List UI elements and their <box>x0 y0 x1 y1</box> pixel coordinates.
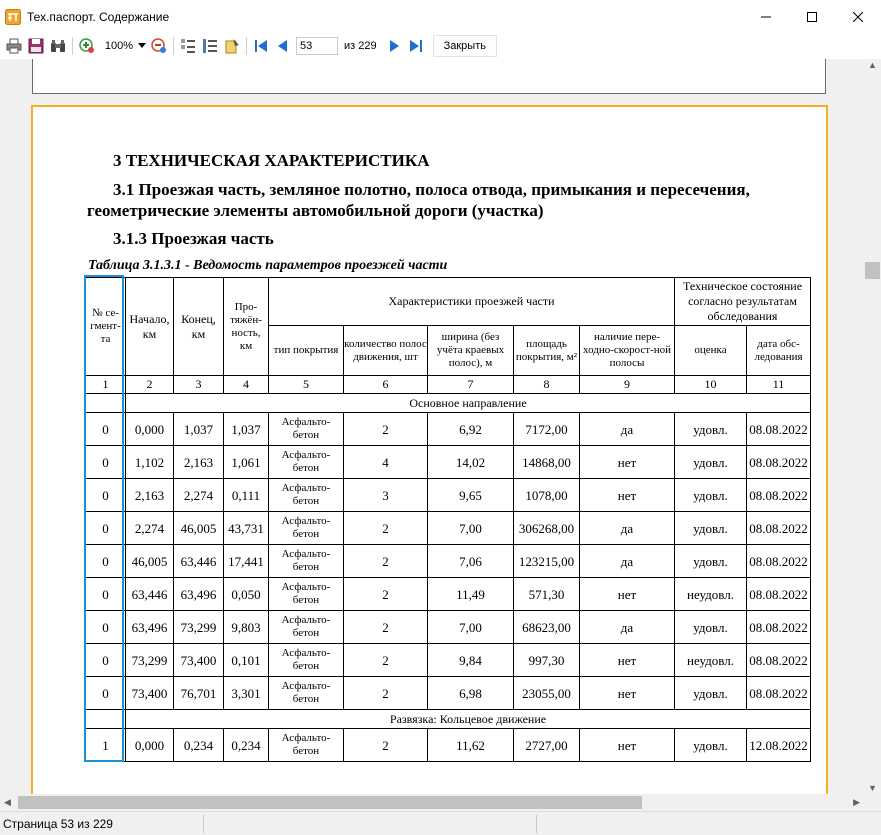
main-direction-rows <box>86 413 811 710</box>
table-cell: 0 <box>86 644 126 677</box>
header-technical-state: Техническое состояние согласно результатам обследования <box>675 278 811 326</box>
table-cell: Асфальто-бетон <box>269 413 344 446</box>
table-cell: 17,441 <box>224 545 269 578</box>
last-page-button[interactable] <box>405 35 427 57</box>
chevron-down-icon <box>138 43 146 49</box>
table-cell: удовл. <box>675 611 747 644</box>
section-main-label: Основное направление <box>126 394 811 413</box>
table-cell: Асфальто-бетон <box>269 644 344 677</box>
zoom-out-button[interactable] <box>148 35 170 57</box>
app-icon <box>5 9 21 25</box>
table-row-main <box>86 512 811 545</box>
table-cell: 2,163 <box>126 479 174 512</box>
column-number: 11 <box>747 376 811 394</box>
table-cell: 0 <box>86 479 126 512</box>
table-cell: 08.08.2022 <box>747 578 811 611</box>
horizontal-scrollbar[interactable] <box>0 794 864 811</box>
properties-icon <box>224 38 240 54</box>
table-cell: удовл. <box>675 446 747 479</box>
table-row-main <box>86 677 811 710</box>
table-cell: 73,400 <box>126 677 174 710</box>
table-cell: 23055,00 <box>514 677 580 710</box>
table-cell: нет <box>580 578 675 611</box>
heading-section: 3 ТЕХНИЧЕСКАЯ ХАРАКТЕРИСТИКА <box>113 151 430 170</box>
horizontal-scroll-thumb[interactable] <box>18 796 642 809</box>
vertical-scroll-thumb[interactable] <box>865 262 880 279</box>
table-cell: 7172,00 <box>514 413 580 446</box>
table-cell: Асфальто-бетон <box>269 578 344 611</box>
document-viewport[interactable] <box>0 59 864 794</box>
table-cell: 14868,00 <box>514 446 580 479</box>
first-page-icon <box>254 39 268 53</box>
table-cell: удовл. <box>675 479 747 512</box>
table-cell: 2 <box>344 413 428 446</box>
scroll-down-icon[interactable]: ▼ <box>868 783 877 793</box>
window-title: Тех.паспорт. Содержание <box>27 9 170 24</box>
table-cell: удовл. <box>675 677 747 710</box>
section-row-main <box>86 394 811 413</box>
table-cell: 7,00 <box>428 611 514 644</box>
zoom-in-icon <box>79 38 95 54</box>
next-page-button[interactable] <box>383 35 405 57</box>
table-cell: 0,000 <box>126 729 174 762</box>
table-cell: Асфальто-бетон <box>269 479 344 512</box>
table-cell: 08.08.2022 <box>747 545 811 578</box>
printer-icon <box>6 38 22 54</box>
page-total-label: из 229 <box>344 40 377 52</box>
table-cell: 1078,00 <box>514 479 580 512</box>
zoom-select[interactable] <box>100 36 146 56</box>
status-separator <box>203 815 204 833</box>
column-numbers-row <box>86 376 811 394</box>
table-cell: 2,274 <box>174 479 224 512</box>
last-page-icon <box>409 39 423 53</box>
table-cell: 08.08.2022 <box>747 611 811 644</box>
header-survey-date: дата обс-ледования <box>747 326 811 376</box>
section-ring-label: Развязка: Кольцевое движение <box>126 710 811 729</box>
outline-button[interactable] <box>199 35 221 57</box>
table-cell: 9,84 <box>428 644 514 677</box>
header-lanes: количество полос движения, шт <box>344 326 428 376</box>
heading-subsection: 3.1 Проезжая часть, земляное полотно, полоса отвода, примыкания и пересечения, геометрические элементы автомобильной дороги (участка) <box>87 180 750 220</box>
table-row-main <box>86 644 811 677</box>
table-cell: 63,496 <box>174 578 224 611</box>
table-cell: 2,163 <box>174 446 224 479</box>
table-cell: 7,06 <box>428 545 514 578</box>
close-window-button[interactable] <box>835 0 881 33</box>
scroll-left-icon[interactable]: ◀ <box>4 797 11 807</box>
table-cell: 73,400 <box>174 644 224 677</box>
column-number: 7 <box>428 376 514 394</box>
table-cell: 2 <box>344 545 428 578</box>
column-number: 4 <box>224 376 269 394</box>
previous-page-button[interactable] <box>272 35 294 57</box>
binoculars-icon <box>50 38 66 54</box>
table-cell: 43,731 <box>224 512 269 545</box>
table-cell: 0,000 <box>126 413 174 446</box>
column-number: 3 <box>174 376 224 394</box>
table-row-ring <box>86 729 811 762</box>
header-surface-type: тип покрытия <box>269 326 344 376</box>
minimize-button[interactable] <box>743 0 789 33</box>
save-button[interactable] <box>25 35 47 57</box>
table-cell: 4 <box>344 446 428 479</box>
scrollbar-corner <box>864 794 881 811</box>
header-area: площадь покрытия, м² <box>514 326 580 376</box>
previous-page-icon <box>276 39 290 53</box>
table-cell: 306268,00 <box>514 512 580 545</box>
zoom-out-icon <box>151 38 167 54</box>
table-cell: 73,299 <box>174 611 224 644</box>
table-cell: 1,102 <box>126 446 174 479</box>
header-transfer-lane: наличие пере-ходно-скорост-ной полосы <box>580 326 675 376</box>
header-length: Про-тяжён-ность, км <box>224 278 269 376</box>
toolbar-separator <box>173 37 174 55</box>
table-cell: 63,446 <box>174 545 224 578</box>
zoom-value: 100% <box>104 40 134 52</box>
toolbar-separator <box>72 37 73 55</box>
table-cell: удовл. <box>675 512 747 545</box>
table-cell: 6,92 <box>428 413 514 446</box>
table-cell: 0,050 <box>224 578 269 611</box>
heading-subsubsection: 3.1.3 Проезжая часть <box>113 229 274 248</box>
scroll-up-icon[interactable]: ▲ <box>868 60 877 70</box>
scroll-right-icon[interactable]: ▶ <box>853 797 860 807</box>
table-cell: удовл. <box>675 729 747 762</box>
table-row-main <box>86 446 811 479</box>
table-cell: неудовл. <box>675 578 747 611</box>
close-button[interactable]: Закрыть <box>433 35 497 57</box>
table-cell: 0 <box>86 611 126 644</box>
table-cell: 63,496 <box>126 611 174 644</box>
section-segment-cell <box>86 710 126 729</box>
properties-button[interactable] <box>221 35 243 57</box>
section-segment-cell <box>86 394 126 413</box>
table-cell: 12.08.2022 <box>747 729 811 762</box>
table-cell: 571,30 <box>514 578 580 611</box>
table-cell: удовл. <box>675 413 747 446</box>
table-row-main <box>86 545 811 578</box>
find-button[interactable] <box>47 35 69 57</box>
table-cell: 3 <box>344 479 428 512</box>
table-cell: Асфальто-бетон <box>269 611 344 644</box>
status-separator <box>536 815 537 833</box>
table-cell: да <box>580 611 675 644</box>
table-cell: 76,701 <box>174 677 224 710</box>
table-cell: 46,005 <box>174 512 224 545</box>
header-road-characteristics: Характеристики проезжей части <box>269 278 675 326</box>
header-end: Конец, км <box>174 278 224 376</box>
table-cell: 1,037 <box>174 413 224 446</box>
header-start: Начало, км <box>126 278 174 376</box>
table-row-main <box>86 611 811 644</box>
column-number: 2 <box>126 376 174 394</box>
parameters-table <box>85 277 811 762</box>
close-icon <box>853 12 863 22</box>
page-number-input[interactable] <box>296 37 338 55</box>
table-cell: 11,62 <box>428 729 514 762</box>
status-bar <box>0 811 881 835</box>
table-cell: да <box>580 512 675 545</box>
table-cell: нет <box>580 677 675 710</box>
table-cell: Асфальто-бетон <box>269 545 344 578</box>
table-cell: 08.08.2022 <box>747 644 811 677</box>
previous-page-sheet <box>32 59 826 94</box>
list-icon <box>202 38 218 54</box>
table-cell: 14,02 <box>428 446 514 479</box>
table-cell: нет <box>580 446 675 479</box>
table-cell: 1,061 <box>224 446 269 479</box>
maximize-button[interactable] <box>789 0 835 33</box>
table-cell: 0,111 <box>224 479 269 512</box>
maximize-icon <box>807 12 817 22</box>
table-cell: 46,005 <box>126 545 174 578</box>
header-segment: № се-гмент-та <box>86 278 126 376</box>
table-cell: 0,234 <box>224 729 269 762</box>
table-cell: 08.08.2022 <box>747 677 811 710</box>
table-cell: 08.08.2022 <box>747 512 811 545</box>
table-cell: 1,037 <box>224 413 269 446</box>
table-cell: 2727,00 <box>514 729 580 762</box>
table-cell: 73,299 <box>126 644 174 677</box>
table-cell: 08.08.2022 <box>747 446 811 479</box>
table-cell: 3,301 <box>224 677 269 710</box>
table-cell: 2 <box>344 512 428 545</box>
title-bar <box>0 0 881 33</box>
table-cell: нет <box>580 729 675 762</box>
table-cell: да <box>580 545 675 578</box>
table-cell: неудовл. <box>675 644 747 677</box>
table-cell: 11,49 <box>428 578 514 611</box>
table-row-main <box>86 479 811 512</box>
next-page-icon <box>387 39 401 53</box>
table-cell: Асфальто-бетон <box>269 446 344 479</box>
table-cell: 7,00 <box>428 512 514 545</box>
toolbar <box>0 33 881 59</box>
column-number: 9 <box>580 376 675 394</box>
table-cell: 08.08.2022 <box>747 413 811 446</box>
table-cell: Асфальто-бетон <box>269 677 344 710</box>
table-cell: удовл. <box>675 545 747 578</box>
header-rating: оценка <box>675 326 747 376</box>
first-page-button[interactable] <box>250 35 272 57</box>
table-cell: 0 <box>86 446 126 479</box>
page-setup-icon <box>180 38 196 54</box>
table-caption: Таблица 3.1.3.1 - Ведомость параметров проезжей части <box>88 258 448 273</box>
floppy-disk-icon <box>28 38 44 54</box>
table-cell: 2 <box>344 611 428 644</box>
table-cell: 2,274 <box>126 512 174 545</box>
table-row-main <box>86 578 811 611</box>
table-cell: 2 <box>344 644 428 677</box>
zoom-in-button[interactable] <box>76 35 98 57</box>
table-cell: 2 <box>344 729 428 762</box>
print-button[interactable] <box>3 35 25 57</box>
document-page <box>31 105 828 794</box>
vertical-scrollbar[interactable] <box>864 59 881 794</box>
column-number: 6 <box>344 376 428 394</box>
column-number: 1 <box>86 376 126 394</box>
ring-rows <box>86 729 811 762</box>
table-cell: 123215,00 <box>514 545 580 578</box>
table-cell: 0,234 <box>174 729 224 762</box>
table-cell: нет <box>580 644 675 677</box>
table-cell: 63,446 <box>126 578 174 611</box>
table-cell: 0 <box>86 545 126 578</box>
page-setup-button[interactable] <box>177 35 199 57</box>
table-cell: 0 <box>86 512 126 545</box>
table-cell: 0,101 <box>224 644 269 677</box>
table-cell: 2 <box>344 578 428 611</box>
table-cell: 9,803 <box>224 611 269 644</box>
table-cell: 6,98 <box>428 677 514 710</box>
table-cell: Асфальто-бетон <box>269 512 344 545</box>
table-row-main <box>86 413 811 446</box>
table-cell: 0 <box>86 578 126 611</box>
table-cell: 9,65 <box>428 479 514 512</box>
table-cell: 2 <box>344 677 428 710</box>
header-width: ширина (без учёта краевых полос), м <box>428 326 514 376</box>
column-number: 5 <box>269 376 344 394</box>
table-cell: 0 <box>86 677 126 710</box>
column-number: 8 <box>514 376 580 394</box>
table-cell: нет <box>580 479 675 512</box>
table-cell: 68623,00 <box>514 611 580 644</box>
table-cell: 08.08.2022 <box>747 479 811 512</box>
table-cell: 997,30 <box>514 644 580 677</box>
table-cell: 1 <box>86 729 126 762</box>
section-row-ring <box>86 710 811 729</box>
column-number: 10 <box>675 376 747 394</box>
table-cell: 0 <box>86 413 126 446</box>
table-cell: да <box>580 413 675 446</box>
status-page-text: Страница 53 из 229 <box>3 816 113 831</box>
minimize-icon <box>761 12 771 22</box>
table-cell: Асфальто-бетон <box>269 729 344 762</box>
toolbar-separator <box>246 37 247 55</box>
